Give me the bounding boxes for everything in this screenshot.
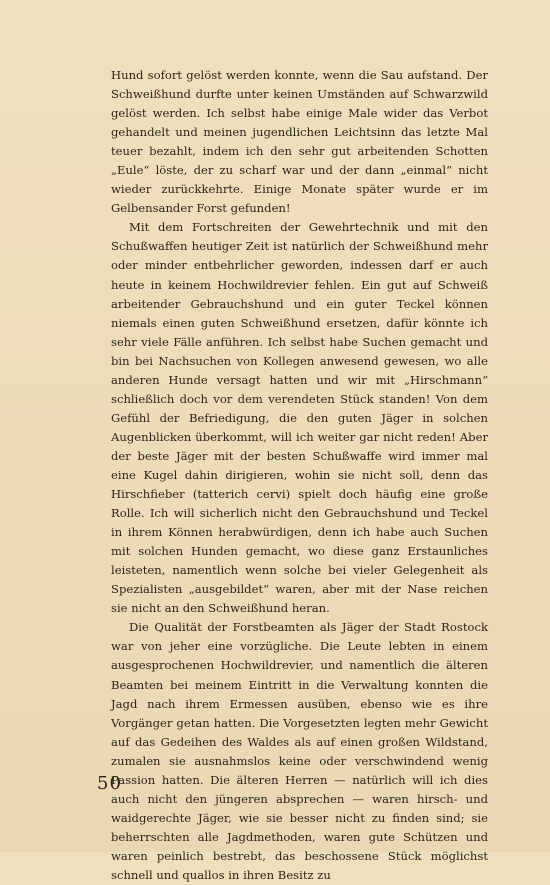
body-text [111,66,488,885]
paragraph-3: Die Qualität der Forstbeamten als Jäger der Stadt Rostock war von jeher eine vorzügliche. Die Leute lebten in einem ausgesprochenen Hochwildrevier, und namentlich die älteren Beamten bei meinem Eintritt in die Verwaltung konnten die Jagd nach ihrem Ermessen ausüben, ebenso wie es ihre Vorgänger getan hatten. Die Vorgesetzten legten mehr Gewicht auf das Gedeihen des Waldes als auf einen großen Wildstand, zumalen sie ausnahmslos keine oder verschwindend wenig Passion hatten. Die älteren Herren — natürlich will ich dies auch nicht den jüngeren absprechen — waren hirsch- und waidgerechte Jäger, wie sie besser nicht zu finden sind; sie beherrschten alle Jagdmethoden, waren gute Schützen und waren peinlich bestrebt, das beschossene Stück möglichst schnell und quallos in ihren Besitz zu [111,620,488,882]
paragraph-2: Mit dem Fortschreiten der Gewehrtechnik und mit den Schußwaffen heutiger Zeit ist natürlich der Schweißhund mehr oder minder entbehrlicher geworden, indessen darf er auch heute in keinem Hochwildrevier fehlen. Ein gut auf Schweiß arbeitender Gebrauchshund und ein guter Teckel können niemals einen guten Schweißhund ersetzen, dafür könnte ich sehr viele Fälle anführen. Ich selbst habe Suchen gemacht und bin bei Nachsuchen von Kollegen anwesend gewesen, wo alle anderen Hunde versagt hatten und wir mit „Hirschmann“ schließlich doch vor dem verendeten Stück standen! Von dem Gefühl der Befriedigung, die den guten Jäger in solchen Augenblicken überkommt, will ich weiter gar nicht reden! Aber der beste Jäger mit der besten Schußwaffe wird immer mal eine Kugel dahin dirigieren, wohin sie nicht soll, denn das Hirschfieber (tatterich cervi) spielt doch häufig eine große Rolle. Ich will sicherlich nicht den Gebrauchshund und Teckel in ihrem Können herabwürdigen, denn ich habe auch Suchen mit solchen Hunden gemacht, wo diese ganz Erstaunliches leisteten, namentlich wenn solche bei vieler Gelegenheit als Spezialisten „ausgebildet“ waren, aber mit der Nase reichen sie nicht an den Schweißhund heran. [111,220,488,616]
paragraph-1: Hund sofort gelöst werden konnte, wenn die Sau aufstand. Der Schweißhund durfte unter keinen Umständen auf Schwarzwild gelöst werden. Ich selbst habe einige Male wider das Verbot gehandelt und meinen jugendlichen Leichtsinn das letzte Mal teuer bezahlt, indem ich den sehr gut arbeitenden Schotten „Eule“ löste, der zu scharf war und der dann „einmal“ nicht wieder zurückkehrte. Einige Monate später wurde er im Gelbensander Forst gefunden! [111,68,488,216]
page-number: 50 [97,773,122,794]
